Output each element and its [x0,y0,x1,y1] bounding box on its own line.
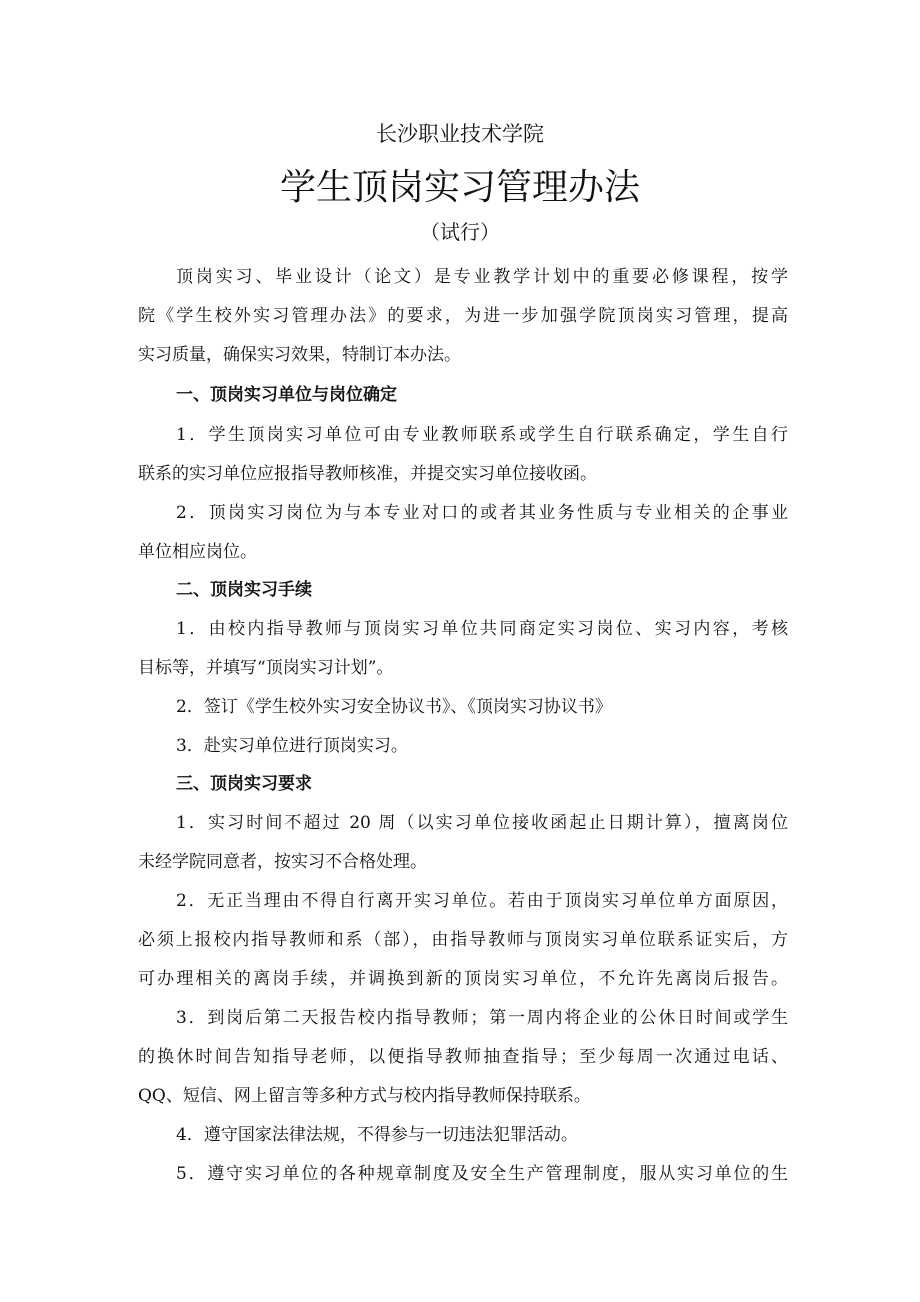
document-subtitle: （试行） [420,220,500,244]
paragraph-line: 可办理相关的离岗手续，并调换到新的顶岗实习单位，不允许先离岗后报告。 [138,969,788,989]
paragraph-line: 2．顶岗实习岗位为与本专业对口的或者其业务性质与专业相关的企事业 [176,503,788,523]
intro-line: 顶岗实习、毕业设计（论文）是专业教学计划中的重要必修课程，按学 [176,267,788,287]
paragraph-line: 2．无正当理由不得自行离开实习单位。若由于顶岗实习单位单方面原因， [176,891,788,911]
document-title: 学生顶岗实习管理办法 [279,167,640,208]
paragraph-line: 必须上报校内指导教师和系（部），由指导教师与顶岗实习单位联系证实后，方 [138,930,788,950]
paragraph-line: 联系的实习单位应报指导教师核准，并提交实习单位接收函。 [138,464,597,484]
paragraph-line: 单位相应岗位。 [138,542,257,562]
section-heading: 一、顶岗实习单位与岗位确定 [176,385,397,405]
school-name: 长沙职业技术学院 [376,122,544,146]
section-heading: 三、顶岗实习要求 [176,774,312,794]
paragraph-line: 2．签订《学生校外实习安全协议书》、《顶岗实习协议书》 [176,697,612,717]
paragraph-line: 的换休时间告知指导老师，以便指导教师抽查指导；至少每周一次通过电话、 [138,1047,788,1067]
paragraph-line: 1．实习时间不超过 20 周（以实习单位接收函起止日期计算），擅离岗位 [176,813,788,833]
paragraph-line: QQ、短信、网上留言等多种方式与校内指导教师保持联系。 [138,1086,591,1106]
paragraph-line: 3．到岗后第二天报告校内指导教师；第一周内将企业的公休日时间或学生 [176,1008,788,1028]
paragraph-line: 5．遵守实习单位的各种规章制度及安全生产管理制度，服从实习单位的生 [176,1164,788,1184]
intro-line: 院《学生校外实习管理办法》的要求，为进一步加强学院顶岗实习管理，提高 [138,306,788,326]
paragraph-line: 1．学生顶岗实习单位可由专业教师联系或学生自行联系确定，学生自行 [176,425,788,445]
paragraph-line: 1．由校内指导教师与顶岗实习单位共同商定实习岗位、实习内容，考核 [176,619,788,639]
paragraph-line: 4．遵守国家法律法规，不得参与一切违法犯罪活动。 [176,1125,578,1145]
paragraph-line: 3．赴实习单位进行顶岗实习。 [176,736,408,756]
section-heading: 二、顶岗实习手续 [176,580,312,600]
intro-line: 实习质量，确保实习效果，特制订本办法。 [138,345,461,365]
paragraph-line: 目标等，并填写“顶岗实习计划”。 [138,658,394,678]
paragraph-line: 未经学院同意者，按实习不合格处理。 [138,852,427,872]
